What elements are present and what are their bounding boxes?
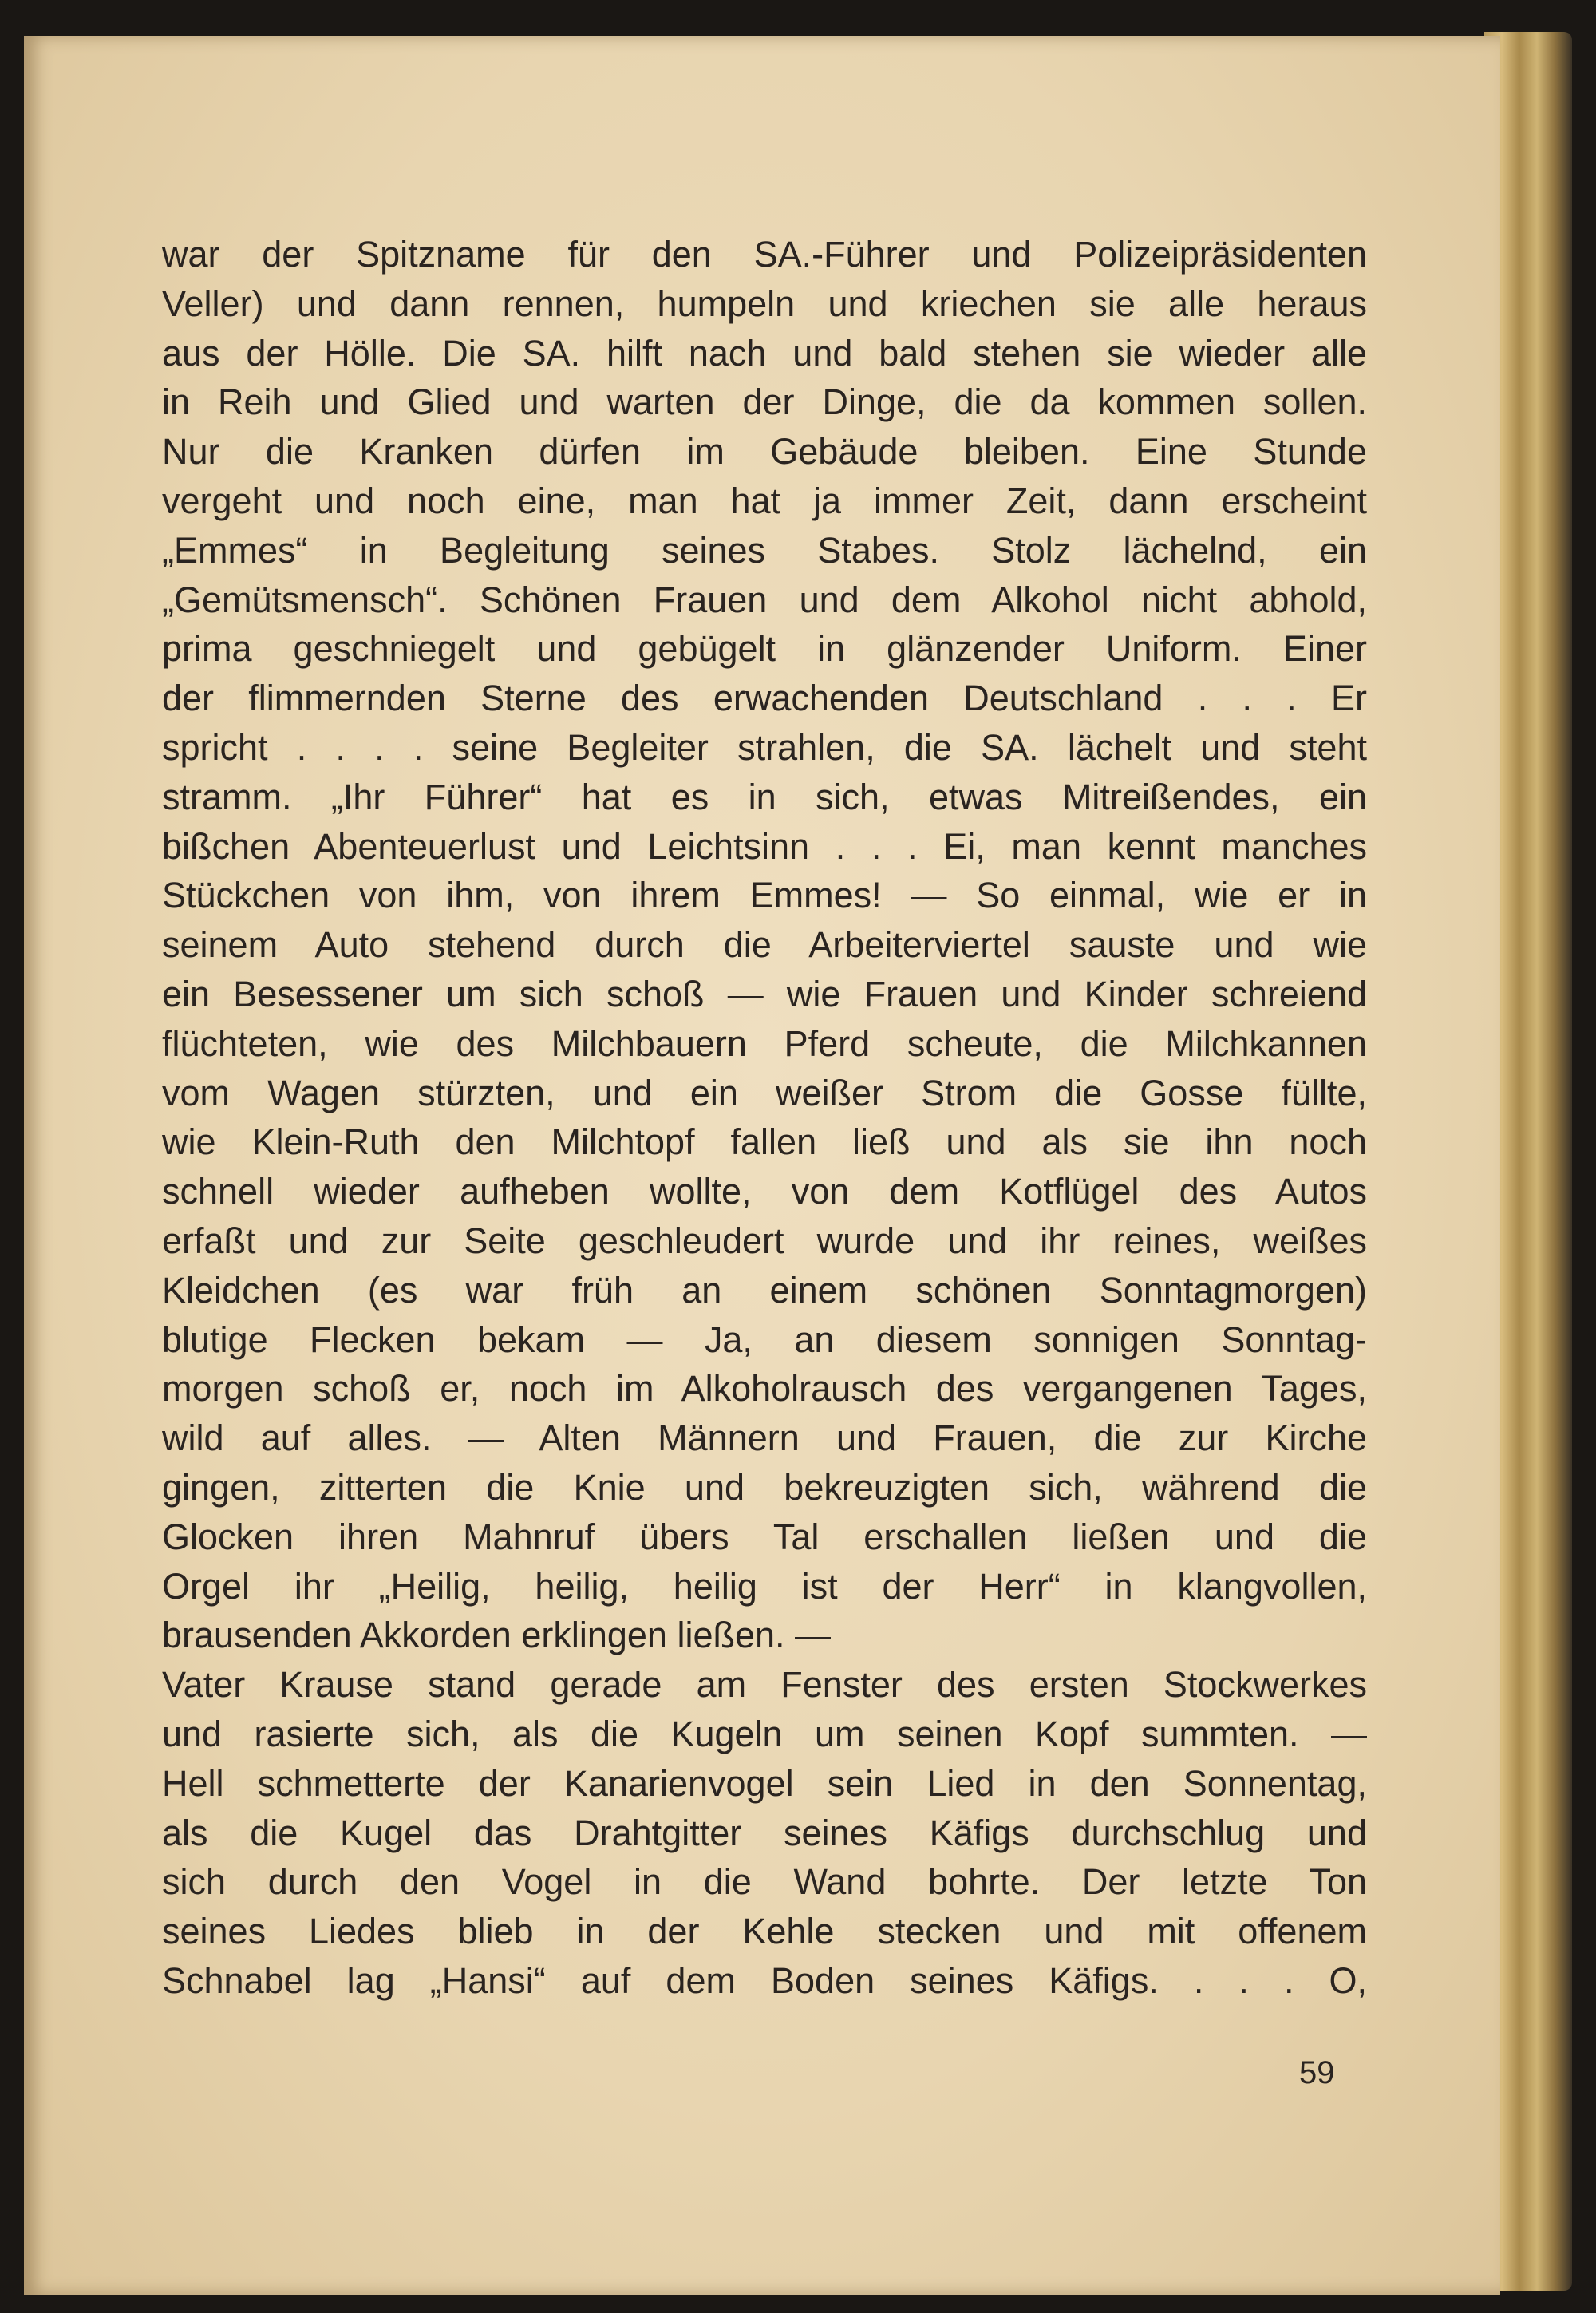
text-line: ein Besessener um sich schoß — wie Frauen und Kinder schreiend	[162, 973, 1367, 1014]
text-line: der flimmernden Sterne des erwachenden Deutschland . . . Er	[162, 678, 1367, 719]
text-line: flüchteten, wie des Milchbauern Pferd scheute, die Milchkannen	[162, 1022, 1367, 1064]
text-line: brausenden Akkorden erklingen ließen. —	[162, 1615, 832, 1656]
text-line: schnell wieder aufheben wollte, von dem Kotflügel des Autos	[162, 1171, 1367, 1212]
body-text	[162, 230, 1367, 2006]
text-line: morgen schoß er, noch im Alkoholrausch des vergangenen Tages,	[162, 1368, 1367, 1410]
text-line: prima geschniegelt und gebügelt in glänzender Uniform. Einer	[162, 628, 1367, 670]
text-line: Veller) und dann rennen, humpeln und kriechen sie alle heraus	[162, 283, 1367, 324]
text-line: spricht . . . . seine Begleiter strahlen, die SA. lächelt und steht	[162, 726, 1367, 768]
text-line: aus der Hölle. Die SA. hilft nach und bald stehen sie wieder alle	[162, 332, 1367, 374]
text-line: als die Kugel das Drahtgitter seines Käfigs durchschlug und	[162, 1812, 1367, 1853]
text-line: und rasierte sich, als die Kugeln um seinen Kopf summten. —	[162, 1713, 1367, 1754]
text-line: Vater Krause stand gerade am Fenster des ersten Stockwerkes	[162, 1664, 1367, 1706]
text-line: Schnabel lag „Hansi“ auf dem Boden seines Käfigs. . . . O,	[162, 1959, 1367, 2001]
text-line: seinem Auto stehend durch die Arbeiterviertel sauste und wie	[162, 924, 1367, 966]
text-line: wie Klein-Ruth den Milchtopf fallen ließ und als sie ihn noch	[162, 1121, 1367, 1163]
text-line: Orgel ihr „Heilig, heilig, heilig ist der Herr“ in klangvollen,	[162, 1565, 1367, 1607]
text-line: war der Spitzname für den SA.-Führer und Polizeipräsidenten	[162, 234, 1367, 275]
text-line: vom Wagen stürzten, und ein weißer Strom die Gosse füllte,	[162, 1072, 1367, 1113]
page-number: 59	[1299, 2055, 1335, 2090]
text-line: Stückchen von ihm, von ihrem Emmes! — So einmal, wie er in	[162, 875, 1367, 916]
text-line: seines Liedes blieb in der Kehle stecken und mit offenem	[162, 1911, 1367, 1952]
text-line: stramm. „Ihr Führer“ hat es in sich, etwas Mitreißendes, ein	[162, 776, 1367, 817]
text-line: erfaßt und zur Seite geschleudert wurde und ihr reines, weißes	[162, 1220, 1367, 1261]
text-line: „Gemütsmensch“. Schönen Frauen und dem Alkohol nicht abhold,	[162, 579, 1367, 620]
text-line: Nur die Kranken dürfen im Gebäude bleiben. Eine Stunde	[162, 431, 1367, 472]
text-line: in Reih und Glied und warten der Dinge, die da kommen sollen.	[162, 382, 1367, 423]
text-line: Glocken ihren Mahnruf übers Tal erschallen ließen und die	[162, 1516, 1367, 1557]
text-line: bißchen Abenteuerlust und Leichtsinn . . . Ei, man kennt manches	[162, 825, 1367, 867]
text-line: blutige Flecken bekam — Ja, an diesem sonnigen Sonntag-	[162, 1319, 1367, 1360]
text-line: vergeht und noch eine, man hat ja immer Zeit, dann erscheint	[162, 480, 1367, 521]
text-line: wild auf alles. — Alten Männern und Frauen, die zur Kirche	[162, 1417, 1367, 1459]
text-line: „Emmes“ in Begleitung seines Stabes. Stolz lächelnd, ein	[162, 529, 1367, 571]
text-line: Hell schmetterte der Kanarienvogel sein Lied in den Sonnentag,	[162, 1762, 1367, 1804]
text-line: gingen, zitterten die Knie und bekreuzigten sich, während die	[162, 1466, 1367, 1508]
text-line: sich durch den Vogel in die Wand bohrte. Der letzte Ton	[162, 1861, 1367, 1903]
text-line: Kleidchen (es war früh an einem schönen Sonntagmorgen)	[162, 1269, 1367, 1311]
